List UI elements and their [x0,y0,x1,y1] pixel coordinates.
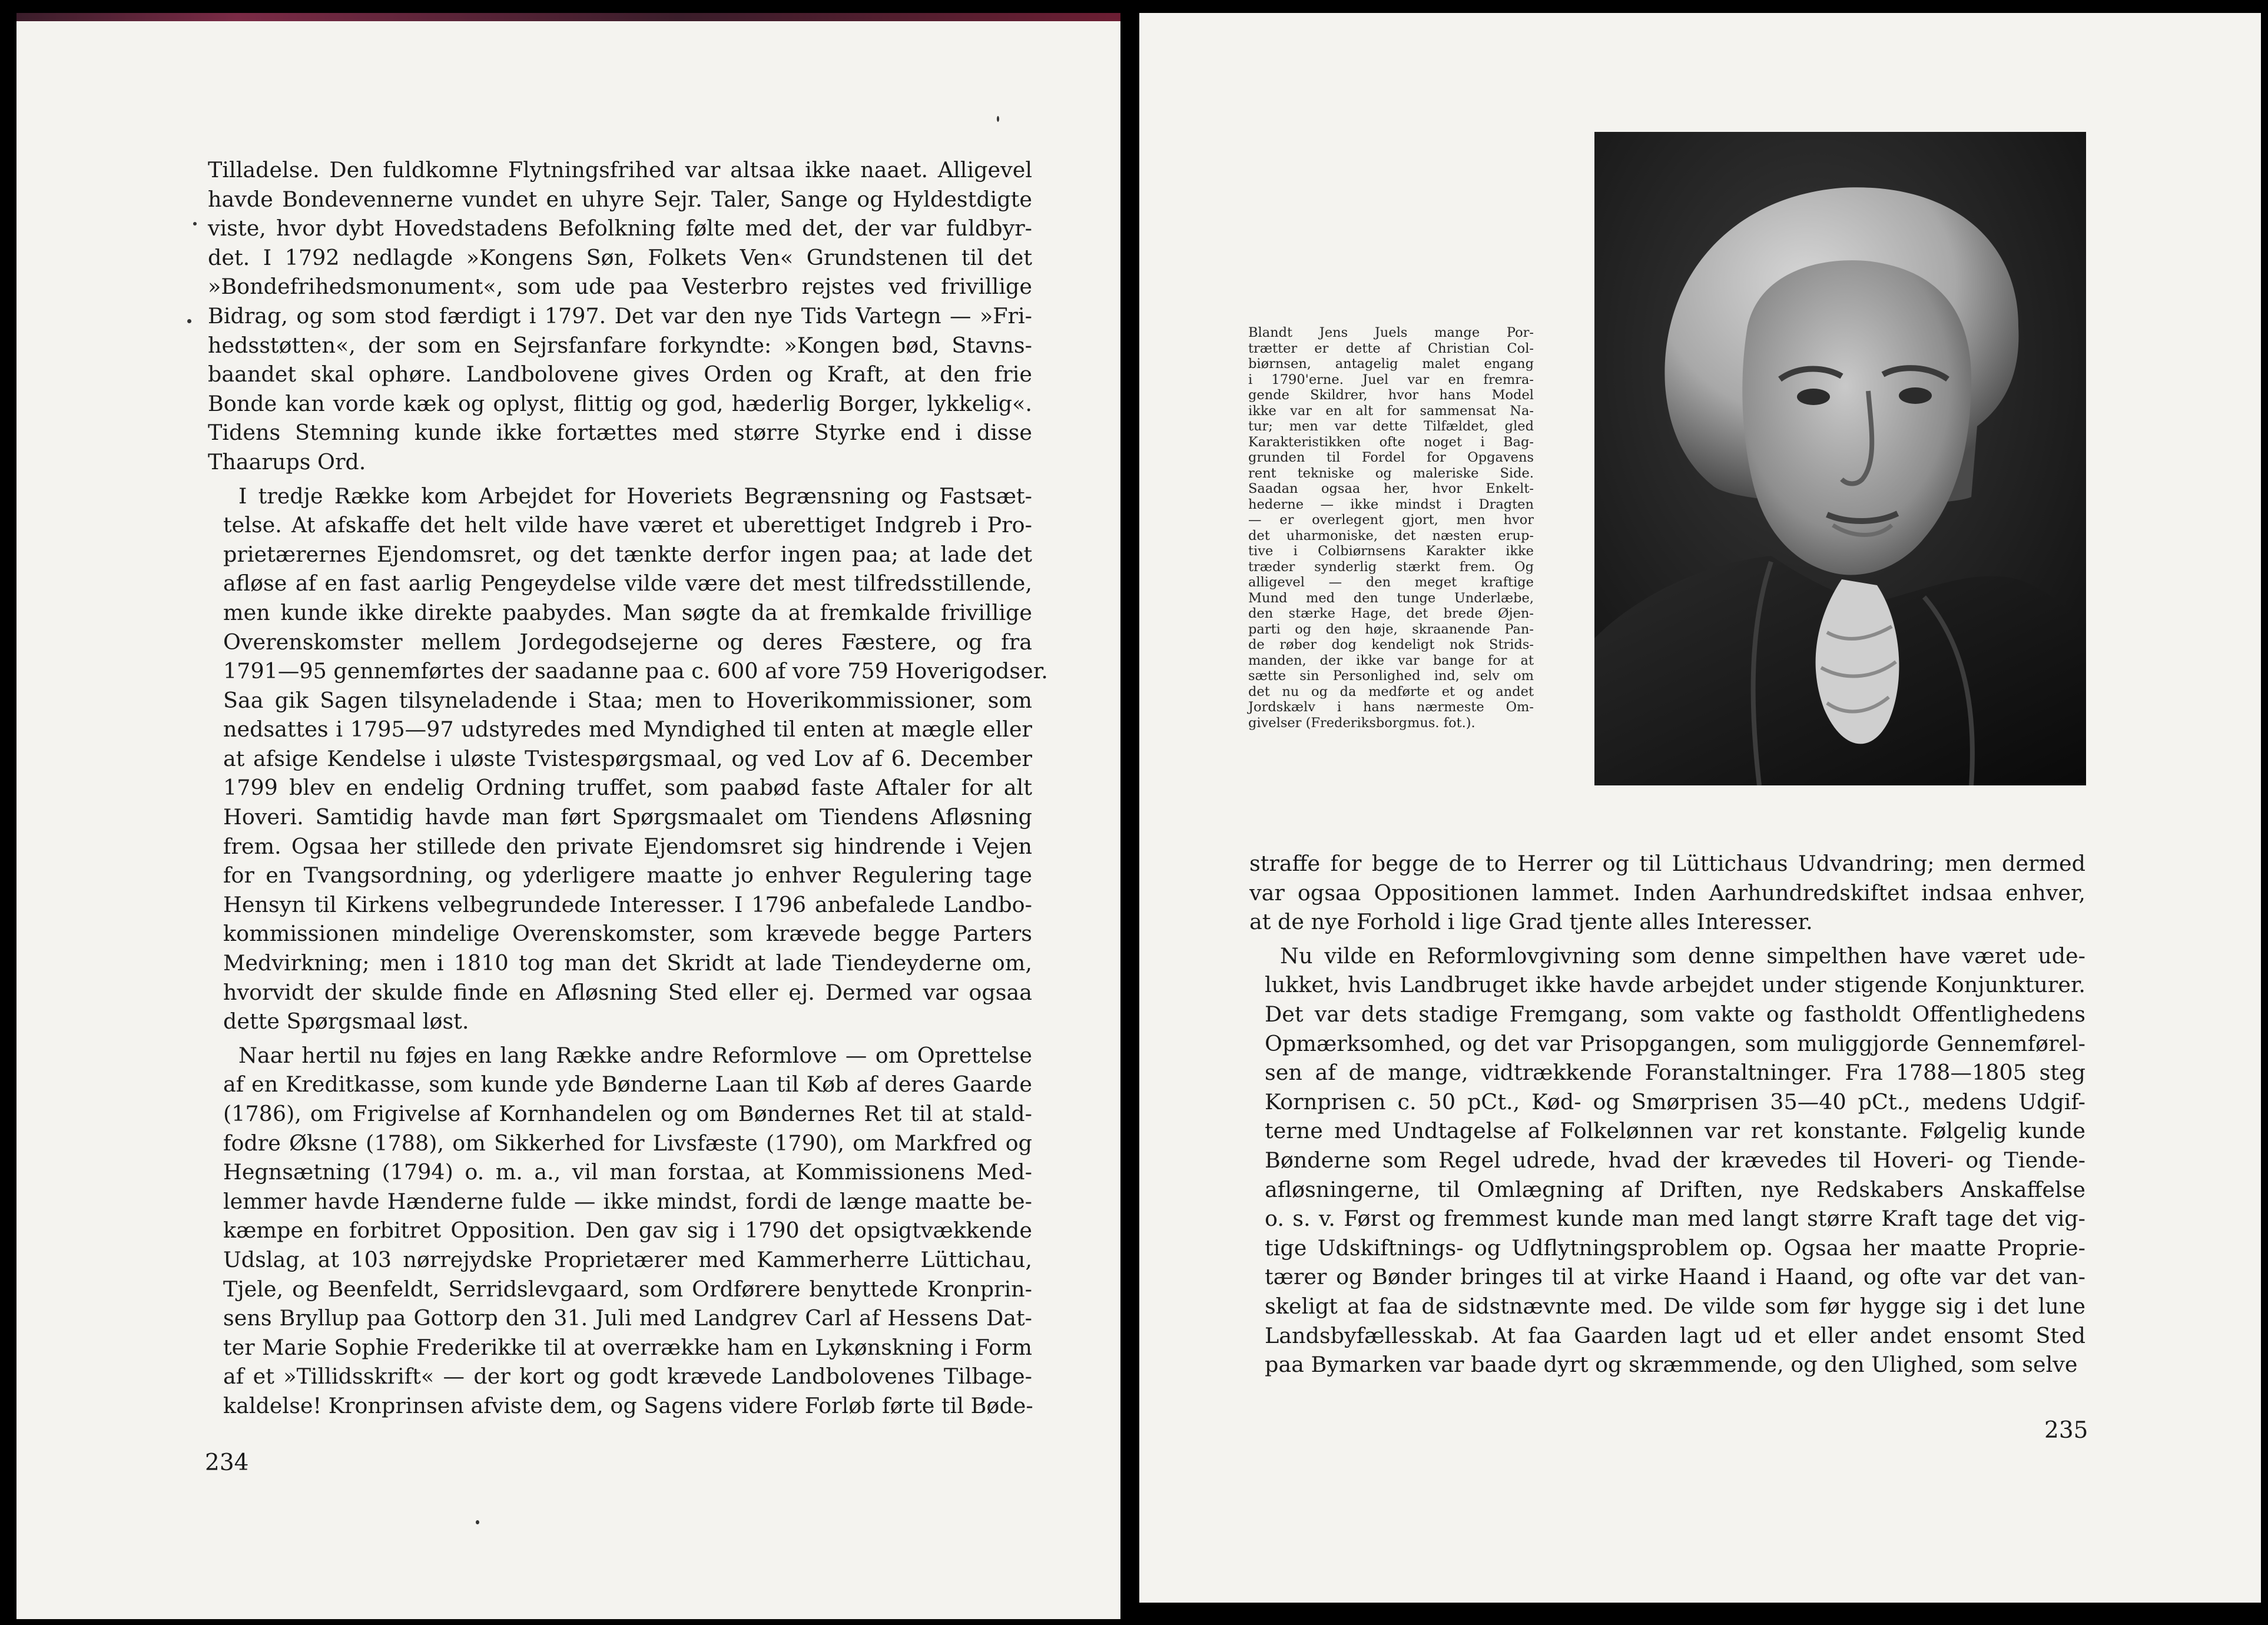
text-line: Udslag, at 103 nørrejydske Proprietærer med Kammerherre Lüttichau, [223,1246,1032,1272]
paragraph [208,482,1048,1036]
text-line: paa Bymarken var baade dyrt og skræmmende, og den Ulighed, som selve [1265,1352,2078,1378]
text-line: Thaarups Ord. [208,449,366,475]
text-line: frem. Ogsaa her stillede den private Ejendomsret sig hindrende i Vejen [223,833,1032,859]
text-line: Medvirkning; men i 1810 tog man det Skridt at lade Tiendeyderne om, [223,950,1032,976]
right-page [1139,13,2261,1603]
text-line: hedsstøtten«, der som en Sejrsfanfare forkyndte: »Kongen bød, Stavns- [208,332,1032,358]
left-page [16,13,1120,1619]
caption-line: hederne — ikke mindst i Dragten [1248,496,1534,512]
text-line: fodre Øksne (1788), om Sikkerhed for Livsfæste (1790), om Markfred og [223,1130,1032,1156]
scan-speck [193,222,197,225]
caption-line: tur; men var dette Tilfældet, gled [1248,419,1534,434]
text-line: Det var dets stadige Fremgang, som vakte og fastholdt Offentlighedens [1265,1001,2085,1027]
text-line: sens Bryllup paa Gottorp den 31. Juli med Landgrev Carl af Hessens Dat- [223,1305,1032,1331]
caption-line: trætter er dette af Christian Col- [1248,340,1534,356]
caption-line: den stærke Hage, det brede Øjen- [1248,606,1534,621]
text-line: prietærernes Ejendomsret, og det tænkte derfor ingen paa; at lade det [223,541,1032,567]
scan-speck [997,116,999,122]
text-line: men kunde ikke direkte paabydes. Man søgte da at fremkalde frivillige [223,599,1032,625]
caption-line: træder synderlig stærkt frem. Og [1248,559,1534,575]
caption-line: Mund med den tunge Underlæbe, [1248,590,1534,606]
text-line: hvorvidt der skulde finde en Afløsning Sted eller ej. Dermed var ogsaa [223,979,1032,1005]
caption-line: i 1790'erne. Juel var en fremra- [1248,372,1534,387]
text-line: for en Tvangsordning, og yderligere maatte jo enhver Regulering tage [223,863,1032,888]
paragraph [208,155,1032,477]
paragraph [1249,941,2085,1379]
text-line: 1791—95 gennemførtes der saadanne paa c. 600 af vore 759 Hoverigodser. [223,658,1048,684]
caption-line: grunden til Fordel for Opgavens [1248,450,1534,465]
text-line: Bonde kan vorde kæk og oplyst, flittig og god, hæderlig Borger, lykkelig«. [208,390,1032,416]
text-line: nedsattes i 1795—97 udstyredes med Myndighed til enten at mægle eller [223,717,1032,742]
caption-line: — er overlegent gjort, men hvor [1248,512,1534,528]
right-body-text [1249,849,2085,1379]
text-line: baandet skal ophøre. Landbolovene gives Orden og Kraft, at den frie [208,362,1032,387]
text-line: Opmærksomhed, og det var Prisopgangen, som muliggjorde Gennemførel- [1265,1030,2085,1056]
caption-line: alligevel — den meget kraftige [1248,575,1534,590]
caption-line: manden, der ikke var bange for at [1248,652,1534,668]
text-line: I tredje Række kom Arbejdet for Hoveriets Begrænsning og Fastsæt- [238,483,1032,509]
text-line: kæmpe en forbitret Opposition. Den gav sig i 1790 det opsigtvækkende [223,1218,1032,1243]
caption-line: sætte sin Personlighed ind, selv om [1248,668,1534,684]
text-line: Naar hertil nu føjes en lang Række andre Reformlove — om Oprettelse [238,1042,1032,1068]
text-line: af et »Tillidsskrift« — der kort og godt krævede Landbolovenes Tilbage- [223,1364,1032,1389]
caption-line: biørnsen, antagelig malet engang [1248,356,1534,372]
portrait-caption [1248,325,1534,731]
paragraph [1249,849,2085,937]
left-page-number: 234 [205,1450,249,1476]
text-line: Tjele, og Beenfeldt, Serridslevgaard, som Ordførere benyttede Kronprin- [223,1276,1032,1302]
caption-line: tive i Colbiørnsens Karakter ikke [1248,543,1534,559]
text-line: kaldelse! Kronprinsen afviste dem, og Sagens videre Forløb førte til Bøde- [223,1392,1033,1418]
text-line: lemmer havde Hænderne fulde — ikke mindst, fordi de længe maatte be- [223,1188,1032,1214]
text-line: Bønderne som Regel udrede, hvad der krævedes til Hoveri- og Tiende- [1265,1147,2085,1173]
text-line: skeligt at faa de sidstnævnte med. De vilde som før hygge sig i det lune [1265,1293,2085,1319]
text-line: Overenskomster mellem Jordegodsejerne og deres Fæstere, og fra [223,629,1032,655]
text-line: af en Kreditkasse, som kunde yde Bønderne Laan til Køb af deres Gaarde [223,1072,1032,1097]
text-line: Hensyn til Kirkens velbegrundede Interesser. I 1796 anbefalede Landbo- [223,891,1032,917]
caption-line: rent tekniske og maleriske Side. [1248,465,1534,481]
caption-line: Saadan ogsaa her, hvor Enkelt- [1248,481,1534,496]
caption-line: ikke var en alt for sammensat Na- [1248,403,1534,419]
text-line: dette Spørgsmaal løst. [223,1009,469,1034]
text-line: telse. At afskaffe det helt vilde have været et uberettiget Indgreb i Pro- [223,512,1032,538]
caption-line: de røber dog kendeligt nok Strids- [1248,637,1534,652]
text-line: Bidrag, og som stod færdigt i 1797. Det var den nye Tids Vartegn — »Fri- [208,303,1032,329]
caption-line: Jordskælv i hans nærmeste Om- [1248,699,1534,715]
text-line: Nu vilde en Reformlovgivning som denne simpelthen have været ude- [1280,943,2085,969]
text-line: straffe for begge de to Herrer og til Lüttichaus Udvandring; men dermed [1249,851,2085,876]
text-line: tærer og Bønder bringes til at virke Haand i Haand, og ofte var det van- [1265,1264,2085,1290]
text-line: havde Bondevennerne vundet en uhyre Sejr. Taler, Sange og Hyldestdigte [208,186,1032,212]
text-line: terne med Undtagelse af Folkelønnen var ret konstante. Følgelig kunde [1265,1118,2085,1144]
caption-line: Blandt Jens Juels mange Por- [1248,325,1534,340]
text-line: tige Udskiftnings- og Udflytningsproblem op. Ogsaa her maatte Proprie- [1265,1235,2085,1261]
text-line: lukket, hvis Landbruget ikke havde arbejdet under stigende Konjunkturer. [1265,972,2085,998]
scan-speck [476,1520,479,1524]
portrait-illustration [1594,132,2086,785]
binding-edge [16,13,1120,21]
text-line: at afsige Kendelse i uløste Tvistespørgsmaal, og ved Lov af 6. December [223,745,1032,771]
caption-line: det uharmoniske, det næsten erup- [1248,528,1534,543]
text-line: Landsbyfællesskab. At faa Gaarden lagt ud et eller andet ensomt Sted [1265,1322,2085,1348]
text-line: kommissionen mindelige Overenskomster, som krævede begge Parters [223,921,1032,947]
scan-speck [187,319,191,323]
text-line: 1799 blev en endelig Ordning truffet, som paabød faste Aftaler for alt [223,775,1032,801]
text-line: (1786), om Frigivelse af Kornhandelen og om Bøndernes Ret til at stald- [223,1101,1032,1126]
text-line: Tilladelse. Den fuldkomne Flytningsfrihed var altsaa ikke naaet. Alligevel [208,157,1032,183]
left-body-text [208,155,1048,1421]
text-line: o. s. v. Først og fremmest kunde man med langt større Kraft tage det vig- [1265,1206,2085,1232]
caption-line: det nu og da medførte et og andet [1248,684,1534,699]
text-line: Tidens Stemning kunde ikke fortættes med større Styrke end i disse [208,420,1032,446]
paragraph [208,1041,1032,1421]
caption-line: givelser (Frederiksborgmus. fot.). [1248,715,1475,731]
text-line: Saa gik Sagen tilsyneladende i Staa; men to Hoverikommissioner, som [223,687,1032,713]
text-line: det. I 1792 nedlagde »Kongens Søn, Folkets Ven« Grundstenen til det [208,244,1032,270]
text-line: ter Marie Sophie Frederikke til at overrække ham en Lykønskning i Form [223,1334,1032,1360]
text-line: sen af de mange, vidtrækkende Foranstaltninger. Fra 1788—1805 steg [1265,1060,2085,1086]
text-line: at de nye Forhold i lige Grad tjente alles Interesser. [1249,909,1813,935]
text-line: viste, hvor dybt Hovedstadens Befolkning følte med det, der var fuldbyr- [208,215,1032,241]
text-line: Hoveri. Samtidig havde man ført Spørgsmaalet om Tiendens Afløsning [223,804,1032,830]
text-line: afløsningerne, til Omlægning af Driften, nye Redskabers Anskaffelse [1265,1176,2085,1202]
text-line: afløse af en fast aarlig Pengeydelse vilde være det mest tilfredsstillende, [223,571,1032,596]
text-line: »Bondefrihedsmonument«, som ude paa Vesterbro rejstes ved frivillige [208,274,1032,300]
caption-line: gende Skildrer, hvor hans Model [1248,387,1534,403]
text-line: var ogsaa Oppositionen lammet. Inden Aarhundredskiftet indsaa enhver, [1249,880,2085,906]
caption-line: parti og den høje, skraanende Pan- [1248,621,1534,637]
right-page-number: 235 [2044,1417,2088,1444]
caption-line: Karakteristikken ofte noget i Bag- [1248,434,1534,450]
text-line: Hegnsætning (1794) o. m. a., vil man forstaa, at Kommissionens Med- [223,1159,1032,1185]
portrait-image [1594,132,2086,785]
text-line: Kornprisen c. 50 pCt., Kød- og Smørprisen 35—40 pCt., medens Udgif- [1265,1089,2085,1115]
